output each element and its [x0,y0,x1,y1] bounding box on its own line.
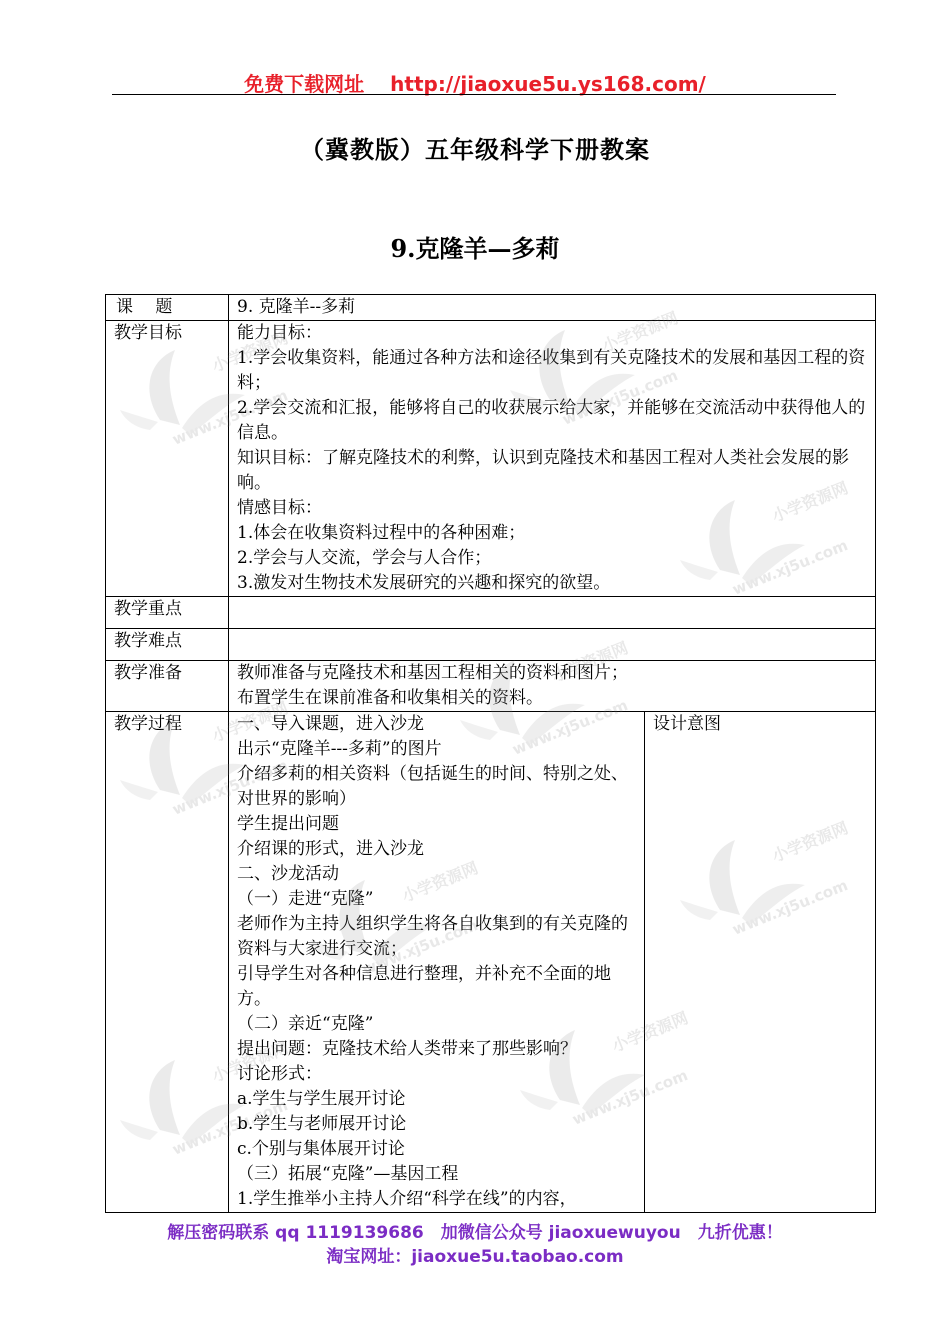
process-line: 学生提出问题 [237,814,339,834]
content-line: 布置学生在课前准备和收集相关的资料。 [237,688,543,708]
process-line: （三）拓展“克隆”—基因工程 [237,1164,459,1184]
content-line: 知识目标：了解克隆技术的利弊，认识到克隆技术和基因工程对人类社会发展的影响。 [237,448,849,493]
table-row-key-points [106,597,876,629]
lesson-title: 9.克隆羊—多莉 [390,234,560,263]
download-url-link[interactable]: http://jiaoxue5u.ys168.com/ [390,72,706,96]
content-line: 9. 克隆羊--多莉 [237,297,356,317]
process-line: 出示“克隆羊---多莉”的图片 [237,739,442,759]
process-line: （二）亲近“克隆” [237,1014,374,1034]
process-line: 一、导入课题，进入沙龙 [237,714,424,734]
table-row-topic [106,295,876,321]
process-line: 讨论形式： [237,1064,322,1084]
table-row-process [106,712,876,1213]
table-row-preparation [106,661,876,712]
process-line: 提出问题：克隆技术给人类带来了那些影响？ [237,1039,577,1059]
document-title: （冀教版）五年级科学下册教案 [300,135,650,164]
row-label: 教学目标 [106,321,229,597]
header-divider [112,94,836,95]
content-line: 1.体会在收集资料过程中的各种困难； [237,523,526,543]
process-line: 引导学生对各种信息进行整理，并补充不全面的地方。 [237,964,611,1009]
process-line: b.学生与老师展开讨论 [237,1114,407,1134]
row-label: 教学准备 [106,661,229,712]
content-line: 情感目标： [237,498,322,518]
row-content [229,321,876,597]
row-label: 课 题 [106,295,229,321]
process-line: c.个别与集体展开讨论 [237,1139,405,1159]
process-line: （一）走进“克隆” [237,889,374,909]
download-header [0,68,950,97]
row-content [229,629,876,661]
row-label: 教学重点 [106,597,229,629]
content-line: 能力目标： [237,323,322,343]
table-row-difficulties [106,629,876,661]
free-download-label: 免费下载网址 [244,72,365,96]
process-line: 介绍多莉的相关资料（包括诞生的时间、特别之处、对世界的影响） [237,764,628,809]
row-content [229,295,876,321]
row-content [229,661,876,712]
content-line: 2.学会交流和汇报，能够将自己的收获展示给大家，并能够在交流活动中获得他人的信息。 [237,398,866,443]
content-line: 教师准备与克隆技术和基因工程相关的资料和图片； [237,663,628,683]
content-line: 1.学会收集资料，能通过各种方法和途径收集到有关克隆技术的发展和基因工程的资料； [237,348,866,393]
lesson-plan-table [105,294,876,1213]
process-content [229,712,645,1213]
design-intent [645,712,876,1213]
footer-contact-line: 解压密码联系 qq 1119139686 加微信公众号 jiaoxuewuyou 九折优惠！ [167,1223,783,1243]
process-line: 介绍课的形式，进入沙龙 [237,839,424,859]
process-line: 1.学生推举小主持人介绍“科学在线”的内容， [237,1189,577,1209]
footer-shop-link[interactable]: 淘宝网址：jiaoxue5u.taobao.com [326,1247,624,1267]
row-content [229,597,876,629]
content-line: 3.激发对生物技术发展研究的兴趣和探究的欲望。 [237,573,611,593]
row-label: 教学难点 [106,629,229,661]
design-label: 设计意图 [653,714,721,734]
process-line: 二、沙龙活动 [237,864,339,884]
content-line: 2.学会与人交流，学会与人合作； [237,548,492,568]
table-row-objectives [106,321,876,597]
process-line: a.学生与学生展开讨论 [237,1089,406,1109]
row-label: 教学过程 [106,712,229,1213]
process-line: 老师作为主持人组织学生将各自收集到的有关克隆的资料与大家进行交流； [237,914,628,959]
